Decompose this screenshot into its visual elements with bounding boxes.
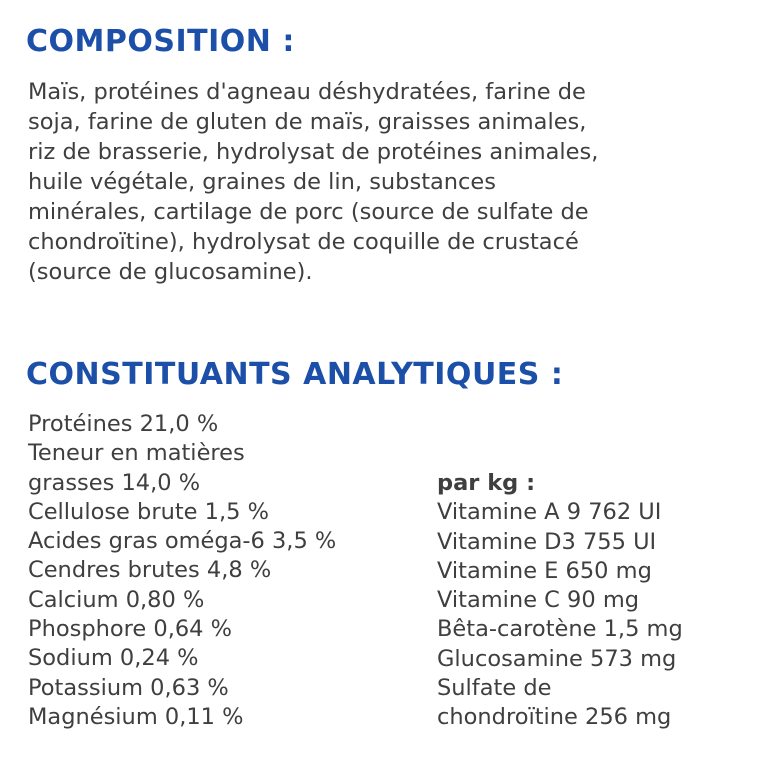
additive-item: Glucosamine 573 mg [437,645,677,672]
composition-text [28,77,598,287]
additives-per-kg-list [437,469,683,733]
constituent-item: Protéines 21,0 % [28,411,219,437]
constituent-item: Phosphore 0,64 % [28,616,233,643]
constituent-item: Cellulose brute 1,5 % [28,498,269,525]
constituent-item: Teneur en matières [28,440,245,467]
composition-line: Maïs, protéines d'agneau déshydratées, farine de [28,79,586,105]
additive-item: Vitamine A 9 762 UI [437,499,662,526]
per-kg-label: par kg : [437,470,536,496]
analytical-constituents-list [28,410,336,732]
constituent-item: Calcium 0,80 % [28,586,205,613]
additive-item: Bêta-carotène 1,5 mg [437,616,683,643]
constituent-item: Potassium 0,63 % [28,674,229,701]
composition-line: minérales, cartilage de porc (source de sulfate de [28,199,589,225]
additive-item: Vitamine E 650 mg [437,557,652,584]
composition-heading: COMPOSITION : [26,24,295,59]
constituent-item: Magnésium 0,11 % [28,703,244,730]
constituent-item: Acides gras oméga-6 3,5 % [28,528,337,555]
constituent-item: Cendres brutes 4,8 % [28,557,272,584]
composition-line: soja, farine de gluten de maïs, graisses animales, [28,109,587,135]
composition-line: riz de brasserie, hydrolysat de protéines animales, [28,139,599,165]
constituent-item: grasses 14,0 % [28,469,201,496]
composition-line: (source de glucosamine). [28,259,313,285]
composition-line: huile végétale, graines de lin, substances [28,169,496,195]
additive-item: Vitamine C 90 mg [437,587,640,614]
additive-item: Vitamine D3 755 UI [437,528,657,555]
constituent-item: Sodium 0,24 % [28,645,199,672]
composition-line: chondroïtine), hydrolysat de coquille de crustacé [28,229,579,255]
additive-item: chondroïtine 256 mg [437,704,672,731]
analytical-constituents-heading: CONSTITUANTS ANALYTIQUES : [26,357,564,392]
additive-item: Sulfate de [437,675,552,702]
